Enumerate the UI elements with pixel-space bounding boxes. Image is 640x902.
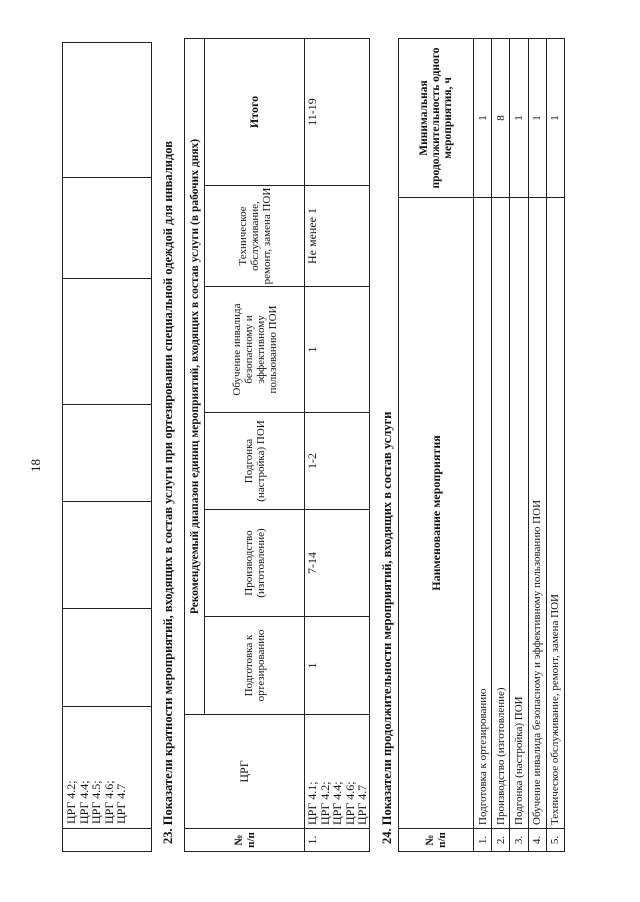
crg-item: ЦРГ 4.4; [76, 780, 91, 824]
crg-item: ЦРГ 4.4; [330, 781, 344, 825]
col-header-crg: ЦРГ [185, 715, 305, 829]
crg-item: ЦРГ 4.7 [114, 783, 128, 824]
row-no: 1. [305, 829, 370, 852]
row-no: 4. [528, 829, 546, 852]
row-value: 1 [510, 39, 528, 198]
crg-item: ЦРГ 4.1; [305, 781, 319, 825]
section-24-heading: 24. Показатели продолжительности мероприятий, входящих в состав услуги [380, 411, 394, 844]
col-header-no: № п/п [185, 829, 305, 852]
row-no: 1. [474, 829, 492, 852]
row-value: 1 [474, 39, 492, 198]
cell-empty [63, 178, 152, 279]
row-no: 2. [492, 829, 510, 852]
multiplicity-table [184, 38, 370, 852]
col-header-prep: Подготовка к ортезированию [205, 617, 305, 715]
row-value: 8 [492, 39, 510, 198]
cell-empty [63, 279, 152, 405]
row-service: Не менее 1 [305, 186, 370, 287]
row-no: 5. [546, 829, 564, 852]
row-fit: 1-2 [305, 413, 370, 510]
row-train: 1 [305, 287, 370, 413]
cell-empty [63, 43, 152, 178]
col-header-duration: Минимальная продолжительность одного мероприятия, ч [399, 39, 474, 198]
cell-empty [63, 405, 152, 502]
crg-item: ЦРГ 4.6; [342, 781, 357, 825]
col-header-no: № п/п [399, 829, 474, 852]
continuation-table [62, 42, 152, 852]
cell-empty [63, 829, 152, 852]
row-no: 3. [510, 829, 528, 852]
col-header-train: Обучение инвалида безопасному и эффективному пользованию ПОИ [205, 287, 305, 413]
crg-item: ЦРГ 4.5; [89, 780, 103, 824]
group-header: Рекомендуемый диапазон единиц мероприятий, входящих в состав услуги (в рабочих днях) [185, 39, 205, 715]
row-value: 1 [528, 39, 546, 198]
row-total: 11-19 [305, 39, 370, 186]
cell-empty [63, 502, 152, 609]
row-name: Подготовка к ортезированию [474, 198, 492, 829]
crg-item: ЦРГ 4.6; [101, 780, 116, 824]
row-prod: 7-14 [305, 510, 370, 617]
duration-table [398, 38, 565, 852]
col-header-name: Наименование мероприятия [399, 198, 474, 829]
col-header-fit: Подгонка (настройка) ПОИ [205, 413, 305, 510]
cell-empty [63, 609, 152, 707]
page-number: 18 [28, 459, 43, 472]
row-name: Производство (изготовление) [492, 198, 510, 829]
col-header-total: Итого [205, 39, 305, 186]
crg-item: ЦРГ 4.7 [355, 784, 369, 825]
row-crg-list [305, 715, 370, 829]
row-prep: 1 [305, 617, 370, 715]
row-name: Подгонка (настройка) ПОИ [510, 198, 528, 829]
crg-item: ЦРГ 4.2; [317, 781, 332, 825]
crg-item: ЦРГ 4.2; [64, 780, 78, 824]
row-value: 1 [546, 39, 564, 198]
crg-list-cell [63, 707, 152, 829]
col-header-prod: Производство (изготовление) [205, 510, 305, 617]
col-header-service: Техническое обслуживание, ремонт, замена ПОИ [205, 186, 305, 287]
section-23-heading: 23. Показатели кратности мероприятий, входящих в состав услуги при ортезировании специальной одеждой для инвалидов [161, 141, 175, 844]
row-name: Обучение инвалида безопасному и эффективному пользованию ПОИ [528, 198, 546, 829]
row-name: Техническое обслуживание, ремонт, замена ПОИ [546, 198, 564, 829]
